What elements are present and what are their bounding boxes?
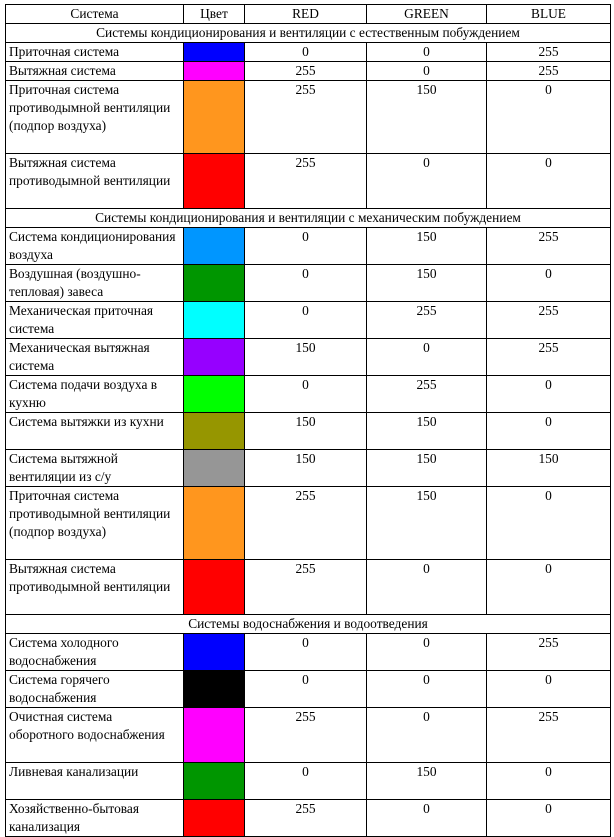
blue-value: 0	[487, 560, 611, 615]
green-value: 150	[367, 265, 487, 302]
table-row	[6, 413, 611, 450]
blue-value: 255	[487, 228, 611, 265]
table-row	[6, 43, 611, 62]
color-swatch	[184, 265, 245, 302]
red-value: 0	[245, 43, 367, 62]
blue-value: 0	[487, 487, 611, 560]
green-value: 150	[367, 450, 487, 487]
color-swatch	[184, 560, 245, 615]
red-value: 0	[245, 634, 367, 671]
green-value: 255	[367, 376, 487, 413]
color-swatch	[184, 62, 245, 81]
color-swatch	[184, 413, 245, 450]
red-value: 150	[245, 450, 367, 487]
blue-value: 255	[487, 339, 611, 376]
red-value: 150	[245, 413, 367, 450]
system-name: Воздушная (воздушно-тепловая) завеса	[6, 265, 184, 302]
table-row	[6, 560, 611, 615]
blue-value: 255	[487, 43, 611, 62]
blue-value: 150	[487, 450, 611, 487]
color-swatch	[184, 43, 245, 62]
red-value: 0	[245, 376, 367, 413]
system-name: Ливневая канализации	[6, 763, 184, 800]
green-value: 150	[367, 487, 487, 560]
green-value: 0	[367, 708, 487, 763]
blue-value: 0	[487, 671, 611, 708]
table-row	[6, 339, 611, 376]
system-name: Система подачи воздуха в кухню	[6, 376, 184, 413]
color-swatch	[184, 339, 245, 376]
green-value: 0	[367, 560, 487, 615]
green-value: 0	[367, 43, 487, 62]
red-value: 255	[245, 81, 367, 154]
section-row	[6, 209, 611, 228]
system-name: Система вытяжной вентиляции из с/у	[6, 450, 184, 487]
blue-value: 0	[487, 376, 611, 413]
red-value: 0	[245, 265, 367, 302]
table-row	[6, 763, 611, 800]
green-value: 150	[367, 763, 487, 800]
table-row	[6, 265, 611, 302]
blue-value: 0	[487, 413, 611, 450]
table-row	[6, 154, 611, 209]
header-blue: BLUE	[487, 5, 611, 24]
table-row	[6, 800, 611, 837]
blue-value: 255	[487, 708, 611, 763]
blue-value: 0	[487, 154, 611, 209]
color-swatch	[184, 708, 245, 763]
system-name: Очистная система оборотного водоснабжения	[6, 708, 184, 763]
color-swatch	[184, 376, 245, 413]
table-row	[6, 671, 611, 708]
color-swatch	[184, 302, 245, 339]
system-name: Вытяжная система	[6, 62, 184, 81]
header-row	[6, 5, 611, 24]
color-swatch	[184, 228, 245, 265]
blue-value: 0	[487, 800, 611, 837]
section-title: Системы кондиционирования и вентиляции с естественным побуждением	[6, 24, 611, 43]
red-value: 255	[245, 487, 367, 560]
table-row	[6, 62, 611, 81]
table-row	[6, 302, 611, 339]
green-value: 150	[367, 81, 487, 154]
red-value: 255	[245, 154, 367, 209]
table-row	[6, 376, 611, 413]
color-swatch	[184, 800, 245, 837]
blue-value: 0	[487, 763, 611, 800]
system-name: Механическая приточная система	[6, 302, 184, 339]
green-value: 150	[367, 228, 487, 265]
green-value: 0	[367, 634, 487, 671]
header-system: Система	[6, 5, 184, 24]
green-value: 150	[367, 413, 487, 450]
blue-value: 0	[487, 81, 611, 154]
color-code-table	[5, 4, 611, 837]
header-color: Цвет	[184, 5, 245, 24]
table-row	[6, 81, 611, 154]
blue-value: 255	[487, 302, 611, 339]
red-value: 255	[245, 560, 367, 615]
table-row	[6, 634, 611, 671]
table-body	[6, 24, 611, 837]
system-name: Приточная система	[6, 43, 184, 62]
green-value: 0	[367, 671, 487, 708]
red-value: 0	[245, 671, 367, 708]
color-swatch	[184, 81, 245, 154]
red-value: 255	[245, 800, 367, 837]
color-swatch	[184, 154, 245, 209]
blue-value: 255	[487, 62, 611, 81]
system-name: Вытяжная система противодымной вентиляции	[6, 560, 184, 615]
red-value: 150	[245, 339, 367, 376]
green-value: 255	[367, 302, 487, 339]
color-swatch	[184, 487, 245, 560]
green-value: 0	[367, 62, 487, 81]
blue-value: 0	[487, 265, 611, 302]
green-value: 0	[367, 800, 487, 837]
section-title: Системы кондиционирования и вентиляции с механическим побуждением	[6, 209, 611, 228]
table-row	[6, 450, 611, 487]
header-red: RED	[245, 5, 367, 24]
red-value: 255	[245, 62, 367, 81]
system-name: Система холодного водоснабжения	[6, 634, 184, 671]
section-title: Системы водоснабжения и водоотведения	[6, 615, 611, 634]
system-name: Система горячего водоснабжения	[6, 671, 184, 708]
system-name: Система кондиционирования воздуха	[6, 228, 184, 265]
table-row	[6, 487, 611, 560]
color-swatch	[184, 671, 245, 708]
red-value: 0	[245, 302, 367, 339]
red-value: 0	[245, 763, 367, 800]
section-row	[6, 24, 611, 43]
header-green: GREEN	[367, 5, 487, 24]
table-row	[6, 708, 611, 763]
color-swatch	[184, 763, 245, 800]
system-name: Вытяжная система противодымной вентиляции	[6, 154, 184, 209]
red-value: 255	[245, 708, 367, 763]
system-name: Приточная система противодымной вентиляции (подпор воздуха)	[6, 81, 184, 154]
red-value: 0	[245, 228, 367, 265]
table-row	[6, 228, 611, 265]
blue-value: 255	[487, 634, 611, 671]
green-value: 0	[367, 154, 487, 209]
system-name: Механическая вытяжная система	[6, 339, 184, 376]
color-swatch	[184, 450, 245, 487]
section-row	[6, 615, 611, 634]
green-value: 0	[367, 339, 487, 376]
color-swatch	[184, 634, 245, 671]
system-name: Хозяйственно-бытовая канализация	[6, 800, 184, 837]
system-name: Приточная система противодымной вентиляции (подпор воздуха)	[6, 487, 184, 560]
system-name: Система вытяжки из кухни	[6, 413, 184, 450]
